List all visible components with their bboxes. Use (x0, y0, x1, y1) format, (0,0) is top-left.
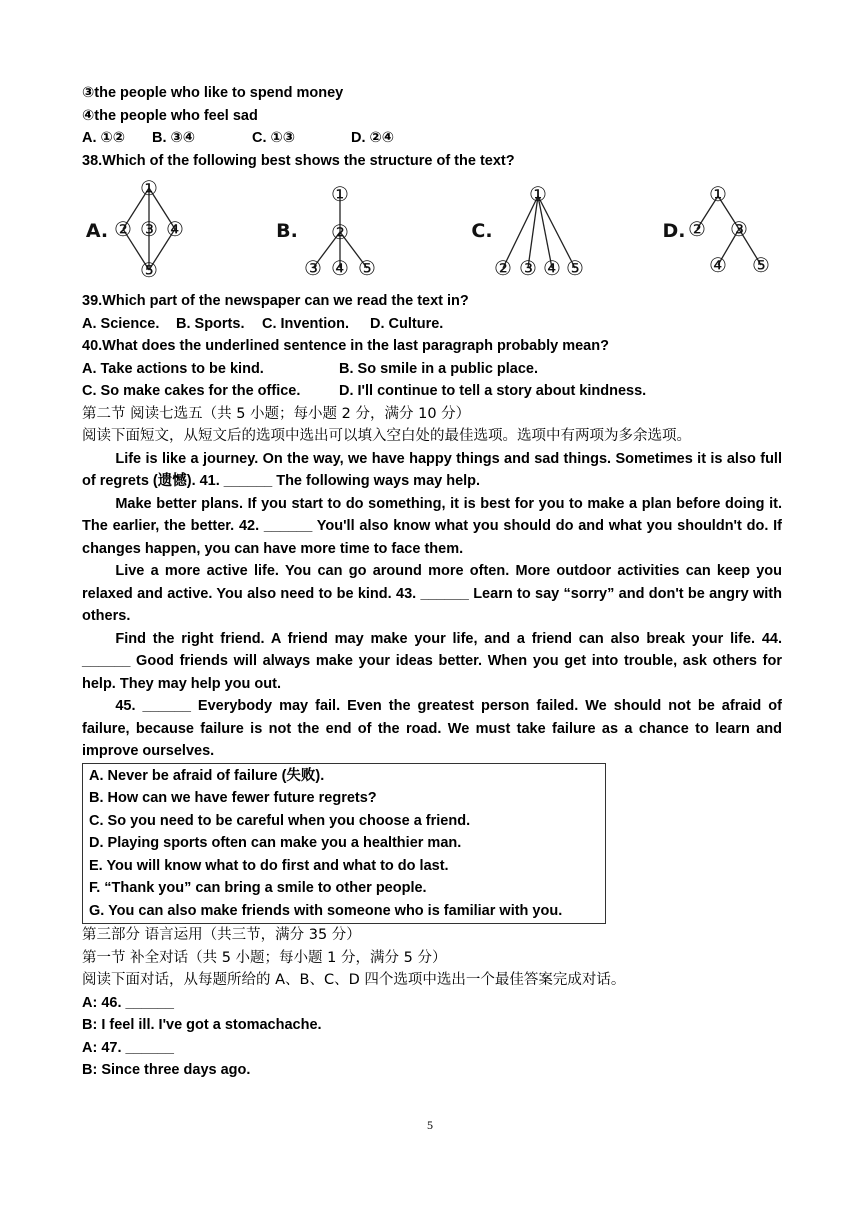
choice-a: A. Never be afraid of failure (失败). (89, 767, 325, 784)
diagram-a-node-4: ④ (166, 217, 184, 241)
dialogue-line-2: B: I feel ill. I've got a stomachache. (82, 1017, 322, 1033)
diagram-b-node-4: ④ (331, 256, 349, 280)
q39-option-d: D. Culture. (370, 315, 444, 332)
passage-paragraph-5: 45. ______ Everybody may fail. Even the greatest person failed. We should not be afraid of failure, because failure is not the end of the road. We must take failure as a chance to learn and improve ourselves. (82, 698, 782, 759)
q38-question: 38.Which of the following best shows the structure of the text? (82, 152, 515, 169)
choice-g: G. You can also make friends with someone who is familiar with you. (89, 902, 563, 919)
passage-paragraph-4: Find the right friend. A friend may make your life, and a friend can also break your life. 44. ______ Good friends will always make your ideas better. When you get into trouble, ask others for help. They may help you out. (82, 630, 782, 692)
dialogue-line-1: A: 46. ______ (82, 994, 174, 1011)
q40-options-ab (82, 358, 782, 381)
q37-item-4: ④the people who feel sad (82, 107, 258, 124)
choices-box (82, 763, 606, 925)
section2-instruction: 阅读下面短文，从短文后的选项中选出可以填入空白处的最佳选项。选项中有两项为多余选项。 (82, 428, 691, 444)
q39-option-c: C. Invention. (262, 315, 349, 332)
q39-options (82, 313, 782, 336)
choice-d: D. Playing sports often can make you a healthier man. (89, 835, 462, 851)
diagram-d-node-4: ④ (709, 253, 727, 277)
q37-options (82, 127, 782, 150)
section2-heading: 第二节 阅读七选五（共 5 小题；每小题 2 分，满分 10 分） (82, 405, 471, 422)
diagram-a-node-1: ① (140, 176, 158, 200)
structure-diagrams-svg (82, 174, 782, 290)
q39-option-b: B. Sports. (176, 315, 245, 332)
diagram-c-letter: C. (471, 220, 493, 242)
diagram-a-node-3: ③ (140, 217, 158, 241)
diagram-d-node-5: ⑤ (752, 253, 770, 277)
choice-f: F. “Thank you” can bring a smile to other people. (89, 880, 427, 896)
part3-sub-heading: 第一节 补全对话（共 5 小题；每小题 1 分，满分 5 分） (82, 949, 447, 966)
diagram-b-letter: B. (276, 220, 298, 242)
part3-heading: 第三部分 语言运用（共三节，满分 35 分） (82, 927, 361, 943)
q40-option-b: B. So smile in a public place. (339, 360, 539, 377)
q37-option-d: D. ②④ (351, 130, 395, 146)
q39-question: 39.Which part of the newspaper can we read the text in? (82, 293, 469, 309)
diagram-d-node-1: ① (709, 182, 727, 206)
passage-paragraph-2: Make better plans. If you start to do something, it is best for you to make a plan before doing it. The earlier, the better. 42. ______ You'll also know what you should do and what you shouldn't do. If changes happen, you can have more time to face them. (82, 495, 782, 557)
diagram-c-node-3: ③ (519, 256, 537, 280)
q39-option-a: A. Science. (82, 315, 160, 332)
q40-options-cd (82, 380, 782, 403)
diagram-b-node-1: ① (331, 182, 349, 206)
exam-page (82, 82, 782, 1082)
diagram-d-node-2: ② (688, 217, 706, 241)
diagram-a-node-2: ② (114, 217, 132, 241)
diagram-d-node-3: ③ (730, 217, 748, 241)
choice-c: C. So you need to be careful when you choose a friend. (89, 812, 471, 829)
diagram-d-letter: D. (662, 220, 686, 242)
dialogue-line-3: A: 47. ______ (82, 1039, 174, 1056)
choice-b: B. How can we have fewer future regrets? (89, 790, 377, 806)
diagram-a-node-5: ⑤ (140, 258, 158, 282)
q37-option-c: C. ①③ (252, 130, 296, 146)
passage-paragraph-3: Live a more active life. You can go around more often. More outdoor activities can keep you relaxed and active. You also need to be kind. 43. ______ Learn to say “sorry” and don't be angry with others. (82, 563, 782, 624)
q40-option-c: C. So make cakes for the office. (82, 383, 301, 399)
q40-option-a: A. Take actions to be kind. (82, 360, 264, 377)
diagram-b-node-3: ③ (304, 256, 322, 280)
dialogue-line-4: B: Since three days ago. (82, 1062, 251, 1078)
diagram-b-node-2: ② (331, 220, 349, 244)
part3-instruction: 阅读下面对话，从每题所给的 A、B、C、D 四个选项中选出一个最佳答案完成对话。 (82, 972, 626, 988)
q37-option-a: A. ①② (82, 130, 126, 146)
structure-diagrams (82, 174, 782, 290)
diagram-c-node-4: ④ (543, 256, 561, 280)
q40-question: 40.What does the underlined sentence in the last paragraph probably mean? (82, 338, 609, 354)
diagram-a-letter: A. (85, 220, 109, 242)
diagram-c-node-5: ⑤ (566, 256, 584, 280)
q37-item-3: ③the people who like to spend money (82, 85, 344, 101)
q40-option-d: D. I'll continue to tell a story about kindness. (339, 383, 647, 399)
diagram-b-node-5: ⑤ (358, 256, 376, 280)
diagram-c-node-1: ① (529, 182, 547, 206)
diagram-c-node-2: ② (494, 256, 512, 280)
passage-paragraph-1: Life is like a journey. On the way, we have happy things and sad things. Sometimes it is also full of regrets (遗憾). 41. ______ The following ways may help. (82, 450, 782, 489)
page-number: 5 (427, 1118, 433, 1132)
choice-e: E. You will know what to do first and what to do last. (89, 857, 449, 874)
q37-option-b: B. ③④ (152, 130, 196, 146)
